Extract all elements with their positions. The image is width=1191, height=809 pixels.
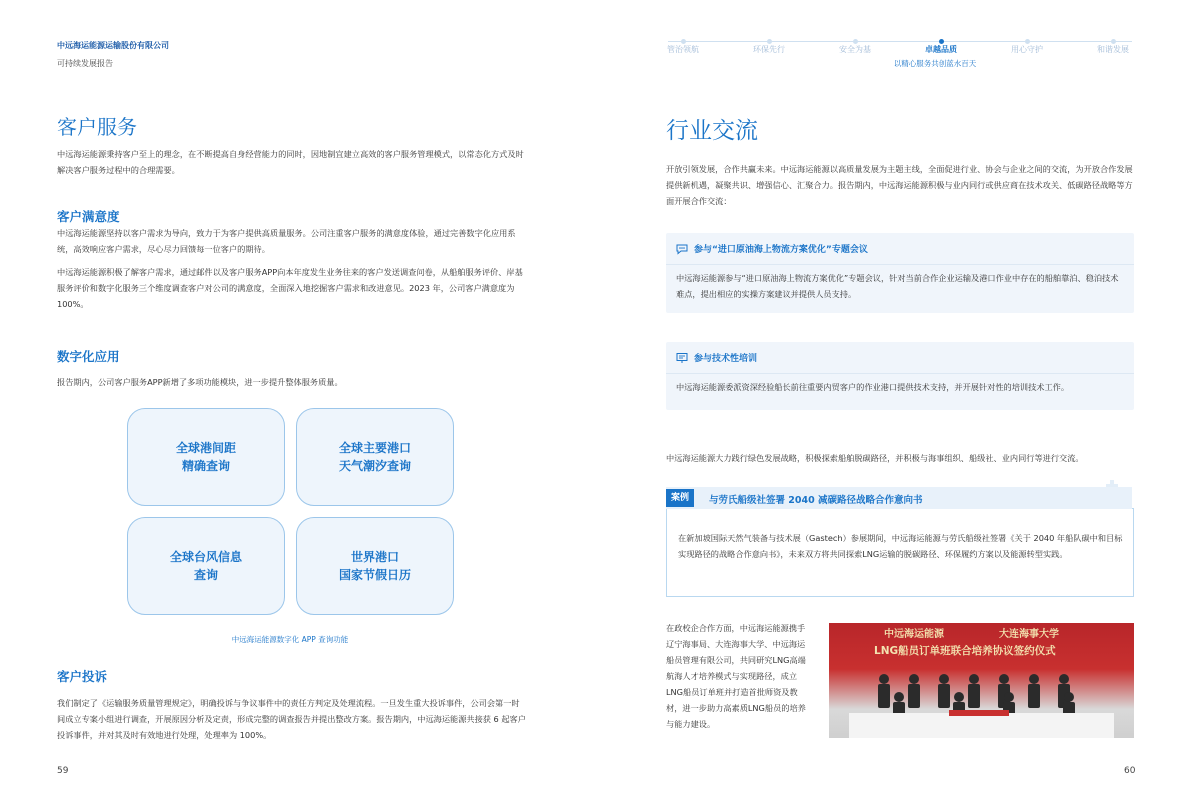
photo-banner-right: 大连海事大学 [999,629,1059,640]
box-meeting-text: 中远海运能源参与“进口原油海上物流方案优化”专题会议，针对当前合作企业运输及港口作业中存在的船舶靠泊、稳泊技术难点，提出相应的实操方案建议并提供人员支持。 [676,273,1119,299]
customer-service-intro: 中远海运能源秉持客户至上的理念，在不断提高自身经营能力的同时，因地制宜建立高效的客户服务管理模式，以常态化方式及时解决客户服务过程中的合理需要。 [57,149,524,175]
case-text: 在新加坡国际天然气装备与技术展（Gastech）参展期间，中远海运能源与劳氏船级社签署《关于 2040 年船队碳中和目标实现路径的战略合作意向书》，未来双方将共同探索LNG运输的脱碳路径、环保履约方案以及能源转型实践。 [678,533,1123,559]
green-development-text: 中远海运能源大力践行绿色发展战略，积极探索船舶脱碳路径，并积极与海事组织、船级社、业内同行等进行交流。 [666,453,1084,463]
chat-icon [676,243,688,255]
nav-safety[interactable]: 安全为基 [839,45,871,54]
nav-care[interactable]: 用心守护 [1011,45,1043,54]
nav-governance[interactable]: 管治领航 [667,45,699,54]
heading-satisfaction: 客户满意度 [57,209,120,224]
app-function-typhoon: 全球台风信息 查询 [127,517,285,615]
digital-paragraph: 报告期内，公司客户服务APP新增了多项功能模块，进一步提升整体服务质量。 [57,377,343,387]
nav-harmony[interactable]: 和谐发展 [1097,45,1129,54]
nav-quality[interactable]: 卓越品质 [925,45,957,54]
box-training-text: 中远海运能源委派资深经验船长前往重要内贸客户的作业港口提供技术支持，并开展针对性的培训技术工作。 [676,382,1070,392]
photo-banner-title: LNG船员订单班联合培养协议签约仪式 [874,645,1056,657]
satisfaction-paragraph-2: 中远海运能源积极了解客户需求，通过邮件以及客户服务APP向本年度发生业务往来的客户发送调查问卷，从船舶服务评价、岸基服务评价和数字化服务三个维度调查客户对公司的满意度，全面深入地挖掘客户需求和改进意见。2023 年，公司客户满意度为 100%。 [57,267,523,309]
school-cooperation-text: 在政校企合作方面，中远海运能源携手辽宁海事局、大连海事大学、中远海运船员管理有限公司，共同研究LNG高端航海人才培养模式与实现路径，成立LNG船员订单班并打造首批师资及教材，进一步助力高素质LNG船员的培养与能力建设。 [666,623,806,729]
company-name: 中远海运能源运输股份有限公司 [57,41,169,50]
signing-ceremony-photo [829,623,1134,738]
app-function-port-weather: 全球主要港口 天气潮汐查询 [296,408,454,506]
case-label: 案例 [666,489,694,507]
nav-environment[interactable]: 环保先行 [753,45,785,54]
exchange-box-meeting [666,233,1134,313]
photo-banner-left: 中远海运能源 [884,629,944,640]
page-number-right: 60 [1124,766,1136,776]
industry-intro: 开放引领发展，合作共赢未来。中远海运能源以高质量发展为主题主线，全面促进行业、协会与企业之间的交流，为开放合作发展提供新机遇，凝聚共识、增强信心、汇聚合力。报告期内，中远海运能源积极与业内同行或供应商在技术攻关、低碳路径战略等方面开展合作交流： [666,164,1133,206]
heading-digital: 数字化应用 [57,349,120,364]
ceremony-people-image [829,663,1134,738]
box-meeting-title: 参与“进口原油海上物流方案优化”专题会议 [694,245,868,255]
section-title-customer-service: 客户服务 [57,115,137,139]
app-function-port-holidays: 世界港口 国家节假日历 [296,517,454,615]
complaint-paragraph: 我们制定了《运输服务质量管理规定》，明确投诉与争议事件中的责任方判定及处理流程。一旦发生重大投诉事件，公司会第一时间成立专案小组进行调查，开展原因分析及定责，形成完整的调查报告并提出整改方案。报告期内，中远海运能源共接获 6 起客户投诉事件，并对其及时有效地进行处理，处理率为 100%。 [57,698,526,740]
report-title: 可持续发展报告 [57,59,113,68]
heading-complaint: 客户投诉 [57,669,108,684]
case-title: 与劳氏船级社签署 2040 减碳路径战略合作意向书 [709,495,923,506]
section-nav-line [668,41,1132,42]
figure-caption: 中远海运能源数字化 APP 查询功能 [231,635,349,644]
training-icon [676,352,688,364]
satisfaction-paragraph-1: 中远海运能源坚持以客户需求为导向，致力于为客户提供高质量服务。公司注重客户服务的满意度体验，通过完善数字化应用系统，高效响应客户需求，尽心尽力回馈每一位客户的期待。 [57,228,516,254]
box-training-title: 参与技术性培训 [694,354,758,364]
exchange-box-training [666,342,1134,410]
page-number-left: 59 [57,766,69,776]
nav-subtitle: 以精心服务共创蓝水百天 [893,59,977,68]
section-title-industry-exchange: 行业交流 [666,118,758,144]
app-function-port-distance: 全球港间距 精确查询 [127,408,285,506]
